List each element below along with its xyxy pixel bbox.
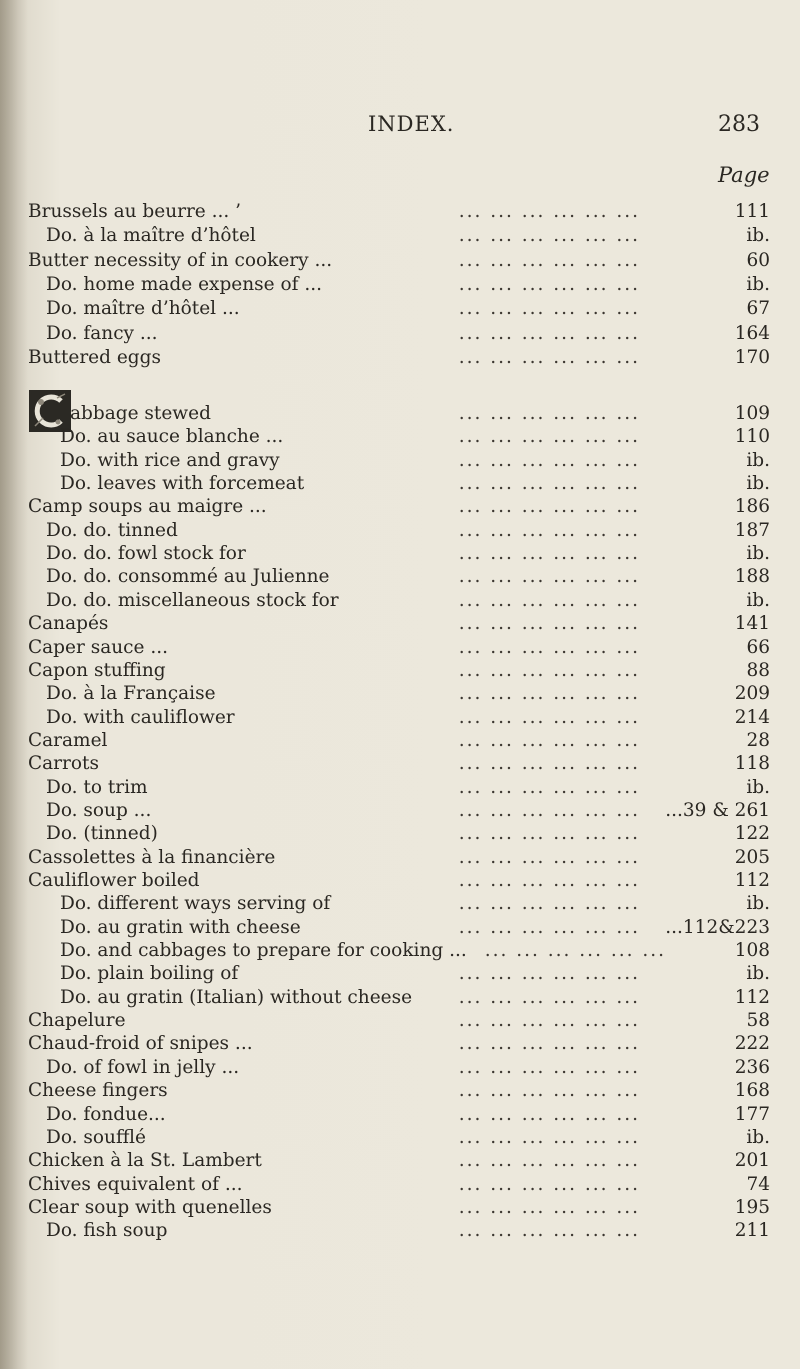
index-entry <box>0 776 800 800</box>
index-entry <box>0 799 800 823</box>
dot-leader: ... ... ... ... ... ... <box>458 706 640 728</box>
entry-page-number: 66 <box>746 636 770 658</box>
entry-label: Do. soufflé <box>46 1126 146 1148</box>
entry-label: Do. do. tinned <box>46 519 178 541</box>
dot-leader: ... ... ... ... ... ... <box>458 846 640 868</box>
dot-leader: ... ... ... ... ... ... <box>458 322 640 344</box>
dot-leader: ... ... ... ... ... ... <box>458 823 640 845</box>
index-entry <box>0 846 800 870</box>
entry-page-number: 211 <box>734 1220 770 1242</box>
dot-leader: ... ... ... ... ... ... <box>484 940 666 962</box>
dot-leader: ... ... ... ... ... ... <box>458 776 640 798</box>
entry-label: Do. do. consommé au Julienne <box>46 566 330 588</box>
entry-page-number: ib. <box>746 589 770 611</box>
dot-leader: ... ... ... ... ... ... <box>458 1173 640 1195</box>
entry-label: Camp soups au maigre ... <box>28 496 267 518</box>
index-entry <box>0 495 800 519</box>
index-entry <box>0 1126 800 1150</box>
entry-page-number: ib. <box>746 473 770 495</box>
dot-leader: ... ... ... ... ... ... <box>458 449 640 471</box>
index-entry <box>0 1196 800 1220</box>
dot-leader: ... ... ... ... ... ... <box>458 403 640 424</box>
index-entry <box>0 322 800 346</box>
page-number: 283 <box>718 112 760 137</box>
entry-label: Brussels au beurre ... ’ <box>28 201 242 222</box>
index-entry <box>0 1056 800 1080</box>
entry-label: Do. maître d’hôtel ... <box>46 298 240 320</box>
entry-label: Do. leaves with forcemeat <box>60 473 305 495</box>
entry-label: Do. fish soup <box>46 1220 168 1242</box>
dot-leader: ... ... ... ... ... ... <box>458 1010 640 1032</box>
index-entry <box>0 1009 800 1033</box>
entry-page-number: 74 <box>746 1173 770 1195</box>
entry-label: Do. fancy ... <box>46 322 158 344</box>
index-entry <box>0 1032 800 1056</box>
entry-page-number: 170 <box>734 346 770 368</box>
entry-label: Do. fondue... <box>46 1103 166 1125</box>
index-entry <box>0 706 800 730</box>
entry-page-number: 164 <box>734 322 770 344</box>
entry-label: Clear soup with quenelles <box>28 1196 272 1218</box>
dot-leader: ... ... ... ... ... ... <box>458 543 640 565</box>
entry-page-number: 236 <box>734 1056 770 1078</box>
index-entry <box>0 565 800 589</box>
index-entry <box>0 1219 800 1243</box>
running-head <box>0 112 800 142</box>
dot-leader: ... ... ... ... ... ... <box>458 273 640 295</box>
entry-page-number: 214 <box>734 706 770 728</box>
entry-label: Do. au gratin (Italian) without cheese <box>60 986 413 1008</box>
entry-label: Cauliflower boiled <box>28 870 200 891</box>
entry-label: Chives equivalent of ... <box>28 1173 243 1195</box>
index-entry <box>0 612 800 636</box>
index-entry <box>0 1103 800 1127</box>
entry-page-number: ib. <box>746 543 770 565</box>
index-entry <box>0 729 800 753</box>
dot-leader: ... ... ... ... ... ... <box>458 893 640 915</box>
entry-label: Do. soup ... <box>46 799 152 821</box>
dot-leader: ... ... ... ... ... ... <box>458 473 640 495</box>
dot-leader: ... ... ... ... ... ... <box>458 1196 640 1218</box>
index-entry <box>0 939 800 963</box>
running-head-title: INDEX. <box>368 112 455 136</box>
index-entry <box>0 224 800 248</box>
entry-page-number: 110 <box>734 426 770 448</box>
entry-page-number: ...39 & 261 <box>665 799 770 821</box>
entry-label: Do. au sauce blanche ... <box>60 426 284 448</box>
entry-label: Do. plain boiling of <box>60 963 239 985</box>
entry-label: Do. (tinned) <box>46 823 158 845</box>
dot-leader: ... ... ... ... ... ... <box>458 963 640 985</box>
entry-label: Do. different ways serving of <box>60 893 331 915</box>
dot-leader: ... ... ... ... ... ... <box>458 566 640 588</box>
entry-page-number: 58 <box>746 1010 770 1032</box>
entry-page-number: 88 <box>746 659 770 681</box>
entry-page-number: 28 <box>746 729 770 751</box>
dot-leader: ... ... ... ... ... ... <box>458 659 640 681</box>
entry-page-number: ib. <box>746 776 770 798</box>
index-entry <box>0 200 800 224</box>
dot-leader: ... ... ... ... ... ... <box>458 870 640 891</box>
entry-label: Do. do. miscellaneous stock for <box>46 589 339 611</box>
entry-label: abbage stewed <box>70 403 211 424</box>
entry-page-number: ib. <box>746 893 770 915</box>
entry-page-number: 195 <box>734 1196 770 1218</box>
dot-leader: ... ... ... ... ... ... <box>458 298 640 320</box>
index-entry <box>0 1149 800 1173</box>
entry-label: Do. with rice and gravy <box>60 449 280 471</box>
index-entry <box>0 449 800 473</box>
entry-page-number: 168 <box>734 1080 770 1102</box>
entry-label: Do. home made expense of ... <box>46 273 322 295</box>
entry-page-number: 122 <box>734 823 770 845</box>
entry-page-number: 205 <box>734 846 770 868</box>
index-entry <box>0 1173 800 1197</box>
entry-page-number: ib. <box>746 449 770 471</box>
entry-label: Do. do. fowl stock for <box>46 543 246 565</box>
index-entry <box>0 962 800 986</box>
index-entry <box>0 986 800 1010</box>
dot-leader: ... ... ... ... ... ... <box>458 589 640 611</box>
dot-leader: ... ... ... ... ... ... <box>458 1080 640 1102</box>
dot-leader: ... ... ... ... ... ... <box>458 426 640 448</box>
entry-label: Chapelure <box>28 1010 126 1032</box>
index-entry <box>0 869 800 893</box>
index-entry <box>0 425 800 449</box>
dot-leader: ... ... ... ... ... ... <box>458 346 640 368</box>
dot-leader: ... ... ... ... ... ... <box>458 613 640 635</box>
entry-page-number: 186 <box>734 496 770 518</box>
entry-page-number: 201 <box>734 1150 770 1172</box>
entry-label: Do. au gratin with cheese <box>60 916 301 938</box>
index-entry <box>0 682 800 706</box>
index-entry <box>0 822 800 846</box>
entry-label: Cassolettes à la financière <box>28 846 276 868</box>
entry-page-number: ib. <box>746 273 770 295</box>
index-entry <box>0 1079 800 1103</box>
dot-leader: ... ... ... ... ... ... <box>458 916 640 938</box>
dot-leader: ... ... ... ... ... ... <box>458 799 640 821</box>
dot-leader: ... ... ... ... ... ... <box>458 1150 640 1172</box>
dot-leader: ... ... ... ... ... ... <box>458 1103 640 1125</box>
entry-label: Butter necessity of in cookery ... <box>28 249 333 271</box>
index-entry <box>0 659 800 683</box>
entry-label: Chicken à la St. Lambert <box>28 1150 262 1172</box>
entry-page-number: 112 <box>734 986 770 1008</box>
dot-leader: ... ... ... ... ... ... <box>458 729 640 751</box>
entry-page-number: 67 <box>746 298 770 320</box>
dot-leader: ... ... ... ... ... ... <box>458 225 640 247</box>
entry-page-number: 111 <box>734 201 770 222</box>
entry-page-number: 60 <box>746 249 770 271</box>
dot-leader: ... ... ... ... ... ... <box>458 249 640 271</box>
dot-leader: ... ... ... ... ... ... <box>458 1056 640 1078</box>
entry-label: Do. with cauliflower <box>46 706 235 728</box>
entry-label: Chaud-froid of snipes ... <box>28 1033 253 1055</box>
index-entry <box>0 589 800 613</box>
entry-label: Carrots <box>28 753 99 775</box>
dot-leader: ... ... ... ... ... ... <box>458 636 640 658</box>
entry-page-number: 177 <box>734 1103 770 1125</box>
dot-leader: ... ... ... ... ... ... <box>458 201 640 222</box>
entry-page-number: 118 <box>734 753 770 775</box>
entry-page-number: 209 <box>734 683 770 705</box>
dot-leader: ... ... ... ... ... ... <box>458 753 640 775</box>
entry-page-number: ib. <box>746 225 770 247</box>
entry-label: Do. and cabbages to prepare for cooking ... <box>60 940 467 962</box>
index-entry <box>0 472 800 496</box>
entry-page-number: 188 <box>734 566 770 588</box>
entry-label: Cheese fingers <box>28 1080 168 1102</box>
entry-page-number: 141 <box>734 613 770 635</box>
index-entry <box>0 519 800 543</box>
entry-page-number: ib. <box>746 963 770 985</box>
dot-leader: ... ... ... ... ... ... <box>458 496 640 518</box>
entry-label: Do. à la maître d’hôtel <box>46 225 256 247</box>
index-entry <box>0 273 800 297</box>
dot-leader: ... ... ... ... ... ... <box>458 683 640 705</box>
dot-leader: ... ... ... ... ... ... <box>458 1033 640 1055</box>
dot-leader: ... ... ... ... ... ... <box>458 1220 640 1242</box>
index-entry <box>0 542 800 566</box>
index-entry <box>0 636 800 660</box>
entry-page-number: 109 <box>734 403 770 424</box>
entry-label: Canapés <box>28 613 109 635</box>
entry-label: Capon stuffing <box>28 659 166 681</box>
dot-leader: ... ... ... ... ... ... <box>458 1126 640 1148</box>
index-entry <box>0 752 800 776</box>
entry-label: Do. to trim <box>46 776 148 798</box>
entry-label: Caramel <box>28 729 108 751</box>
index-entry <box>0 402 800 426</box>
index-entry <box>0 297 800 321</box>
entry-label: Do. à la Française <box>46 683 216 705</box>
index-entry <box>0 249 800 273</box>
index-entry <box>0 916 800 940</box>
entry-page-number: ib. <box>746 1126 770 1148</box>
page-column-label: Page <box>718 163 770 187</box>
entry-label: Buttered eggs <box>28 346 161 368</box>
entry-label: Do. of fowl in jelly ... <box>46 1056 240 1078</box>
dot-leader: ... ... ... ... ... ... <box>458 519 640 541</box>
entry-page-number: 222 <box>734 1033 770 1055</box>
index-entry <box>0 346 800 370</box>
entry-page-number: 187 <box>734 519 770 541</box>
entry-page-number: ...112&223 <box>665 916 770 938</box>
entry-label: Caper sauce ... <box>28 636 168 658</box>
index-entry <box>0 892 800 916</box>
entry-page-number: 108 <box>734 940 770 962</box>
dot-leader: ... ... ... ... ... ... <box>458 986 640 1008</box>
entry-page-number: 112 <box>734 870 770 891</box>
